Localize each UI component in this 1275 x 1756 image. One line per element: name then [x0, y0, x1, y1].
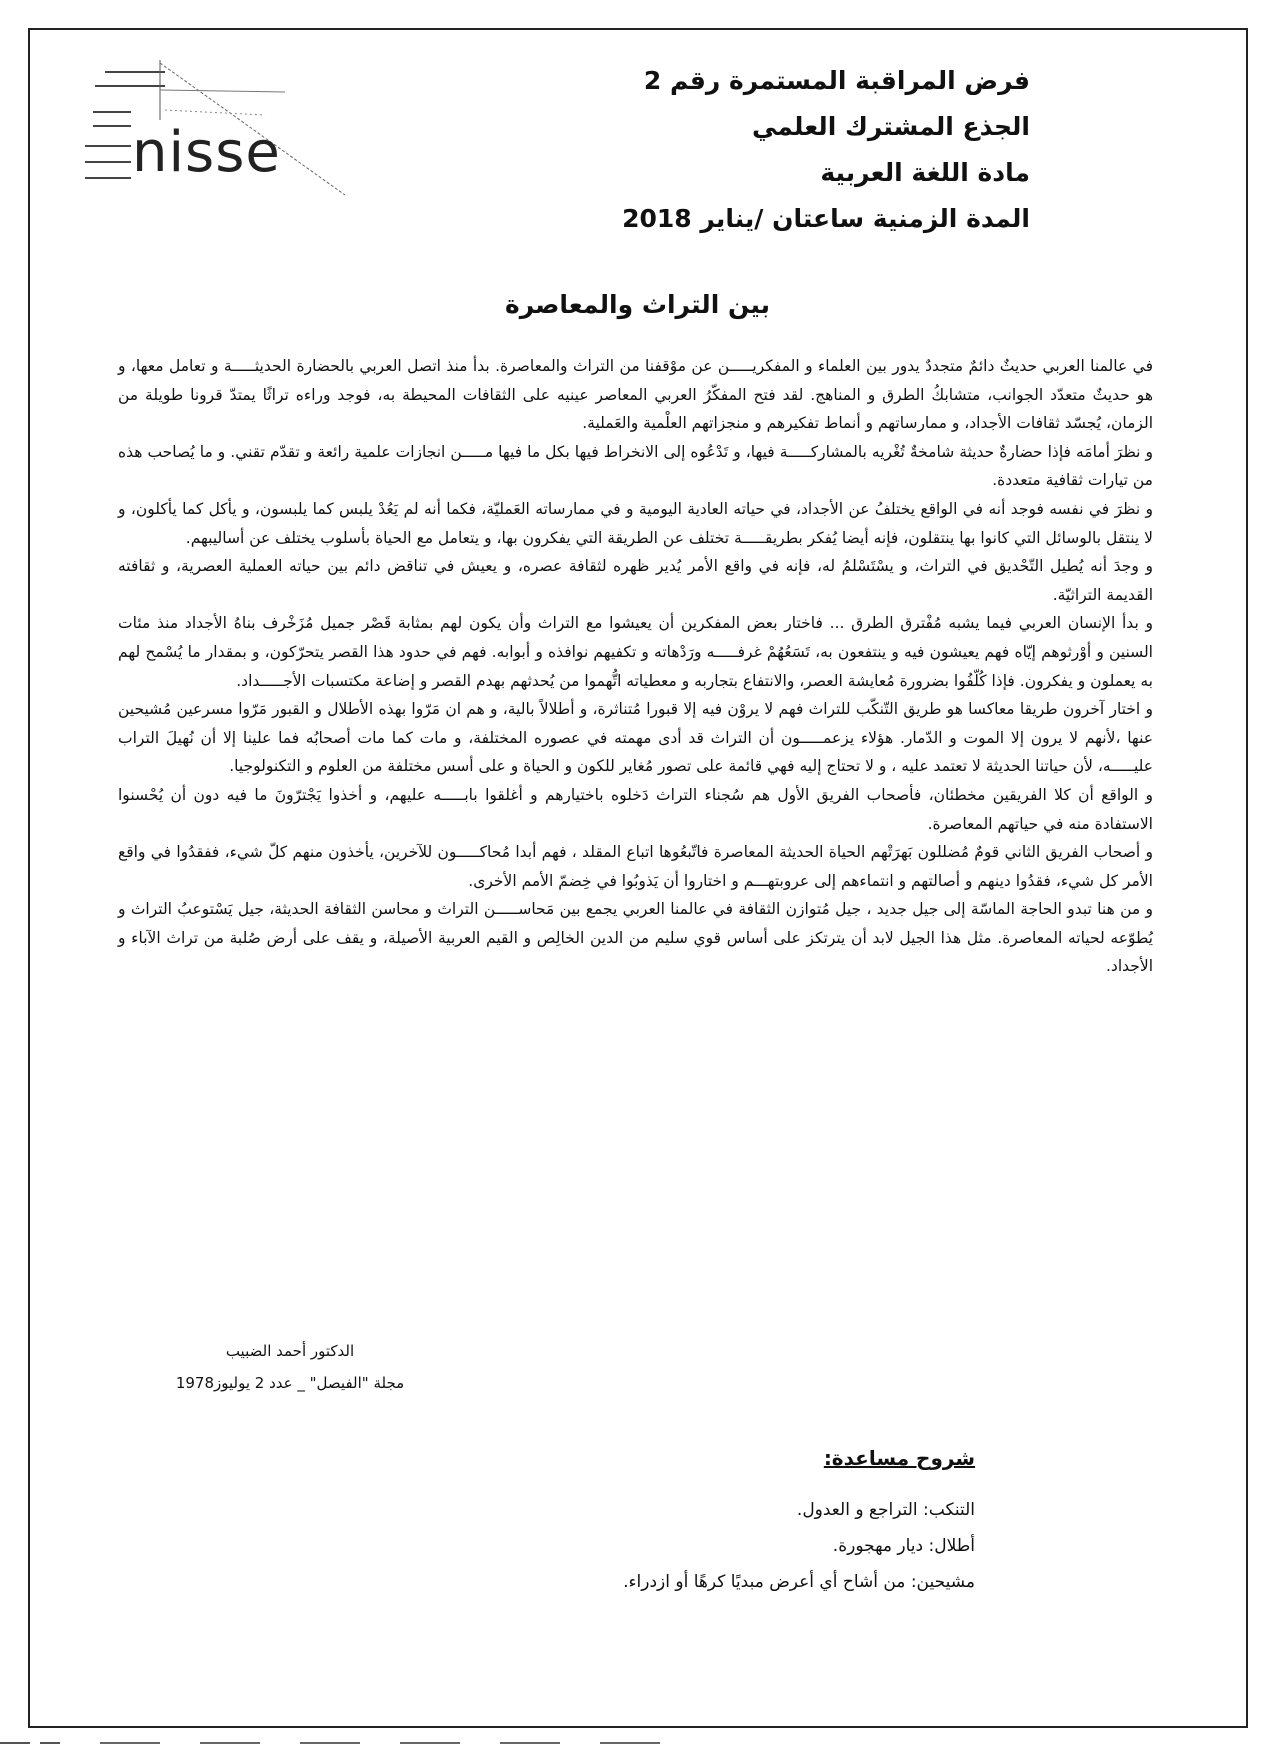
- author-name: الدكتور أحمد الضبيب: [225, 1342, 355, 1360]
- paragraph: و نظرَ في نفسه فوجد أنه في الواقع يختلفُ عن الأجداد، في حياته العادية اليومية و في ممارساته العَمليّة، فكما أنه لم يَعُدْ يلبس كما يلبسون، و يأكل كما يأكلون، و لا ينتقل بالوسائل التي كانوا بها ينتقلون، فإنه أيضا يُفكر بطريقـــــة تختلف عن الطريقة التي يفكرون بها، و يتعامل مع الحياة بأسلوب يختلف عن أساليبهم.: [118, 499, 1153, 547]
- paragraph: و أصحاب الفريق الثاني قومٌ مُضللون بَهرَتْهم الحياة الحديثة المعاصرة فاتّبعُوها اتباع المقلد ، فهم أبدا مُحاكـــــون للآخرين، يأخذون منهم كلّ شيء، ففقدُوا في واقع الأمر كل شيء، فقدُوا دينهم و أصالتهم و انتماءهم إلى عروبتهـــم و اختاروا أن يَذوبُوا في خِضمّ الأمم الأخرى.: [118, 843, 1153, 890]
- exam-header: [510, 58, 1030, 242]
- article-body: [118, 352, 1153, 981]
- glossary-section: [355, 1440, 975, 1600]
- exam-subject: مادة اللغة العربية: [820, 158, 1030, 187]
- exam-duration: المدة الزمنية ساعتان /يناير 2018: [622, 204, 1030, 233]
- scan-edge-marks: [0, 1738, 1275, 1748]
- logo-text: nisse: [132, 120, 281, 185]
- glossary-title: شروح مساعدة:: [823, 1446, 975, 1470]
- exam-title: فرض المراقبة المستمرة رقم 2: [643, 66, 1030, 95]
- paragraph: و اختار آخرون طريقا معاكسا هو طريق التّنكّب للتراث فهم لا يروْن فيه إلا قبورا مُتناثرة، و أطلالاً بالية، و هم ان مَرّوا بهذه الأطلال و القبور مَرّوا مسرعين مُشيحين عنها ،لأنهم لا يرون إلا الموت و الدّمار. هؤلاء يزعمـــــون أن التراث قد أدى مهمته في عصوره المختلفة، و مات كما مات أصحابُه فما علينا إلا أن نُهيلَ التراب عليـــــه، لأن حياتنا الحديثة لا تعتمد عليه ، و لا تحتاج إليه فهي قائمة على تصور مُغاير للكون و الحياة و على أسس مختلفة من العلوم و التكنولوجيا.: [118, 700, 1153, 776]
- exam-level: الجذع المشترك العلمي: [751, 112, 1030, 141]
- signature-block: [160, 1335, 420, 1399]
- glossary-item: أطلال: ديار مهجورة.: [832, 1536, 975, 1556]
- text-title: بين التراث والمعاصرة: [504, 290, 771, 319]
- paragraph: و بدأ الإنسان العربي فيما يشبه مُفْترق الطرق ... فاختار بعض المفكرين أن يعيشوا مع التراث وأن يكون لهم بمثابة قَصْر جميل مُزَخْرف بناهُ الأجداد منذ مئات السنين و أوْرثوهم إيّاه فهم يعيشون فيه و ينتفعون به، تَسَعُهُمْ غرفـــــه ورَدْهاته و تكفيهم نوافذه و أبوابه. فهم في حدود هذا القصر يتحرّكون، و بمقدار ما يُسْمح لهم به يعملون و يفكرون. فإذا كُلّفُوا بضرورة مُعايشة العصر، والانتفاع بتجاربه و معطياته اتُّهموا من يُحدثهم بهدم القصر و إضاعة مكتسبات الأجـــــداد.: [118, 614, 1153, 690]
- paragraph: و من هنا تبدو الحاجة الماسّة إلى جيل جديد ، جيل مُتوازن الثقافة في عالمنا العربي يجمع بين مَحاســـــن التراث و محاسن الثقافة الحديثة، جيل يَسْتوعبُ التراث و يُطوّعه لحياته المعاصرة. مثل هذا الجيل لابد أن يترتكز على أساس قوي سليم من الدين الخالِص و القيم العربية الأصيلة، و يقف على أرض صُلبة من تراث الآباء و الأجداد.: [118, 900, 1153, 976]
- paragraph: و نظرَ أمامَه فإذا حضارةٌ حديثة شامخةٌ تُغْريه بالمشاركـــــة فيها، و تَدْعُوه إلى الانخراط فيها بكل ما فيها مـــــن انجازات علمية رائعة و تقدّم تقني. و ما يُصاحب هذه من تيارات ثقافية متعددة.: [118, 442, 1153, 490]
- paragraph: في عالمنا العربي حديثٌ دائمٌ متجددٌ يدور بين العلماء و المفكريـــــن عن موْقفنا من التراث والمعاصرة. بدأ منذ اتصل العربي بالحضارة الحديثـــــة و تعامل معها، و هو حديثٌ متعدّد الجوانب، متشابكُ الطرق و المناهج. لقد فتح المفكّرُ العربي المعاصر عينيه على الثقافات المحيطة به، فوجد وراءه تراثًا يمتدّ قرونا طويلة من الزمان، يُجسّد ثقافات الأجداد، و ممارساتهم و أنماط تفكيرهم و منجزاتهم العلْمية والعَملية.: [118, 357, 1153, 433]
- glossary-item: التنكب: التراجع و العدول.: [796, 1500, 975, 1520]
- paragraph: و وجدَ أنه يُطيل التّحْديق في التراث، و يسْتَسْلمُ له، فإنه في واقع الأمر يُدير ظهره لثقافة عصره، و يعيش في تناقض دائم بين حياته العملية العصرية، و ثقافته القديمة التراثيّة.: [118, 557, 1153, 604]
- source-reference: مجلة "الفيصل" _ عدد 2 يوليوز1978: [175, 1374, 405, 1392]
- paragraph: و الواقع أن كلا الفريقين مخطئان، فأصحاب الفريق الأول هم سُجناء التراث دَخلوه باختيارهم و أغلقوا بابـــــه عليهم، و أخذوا يَجْترّونَ ما فيه دون أن يُحْسنوا الاستفادة منه في حياتهم المعاصرة.: [118, 785, 1153, 833]
- glossary-item: مشيحين: من أشاح أي أعرض مبديًا كرهًا أو ازدراء.: [623, 1572, 975, 1592]
